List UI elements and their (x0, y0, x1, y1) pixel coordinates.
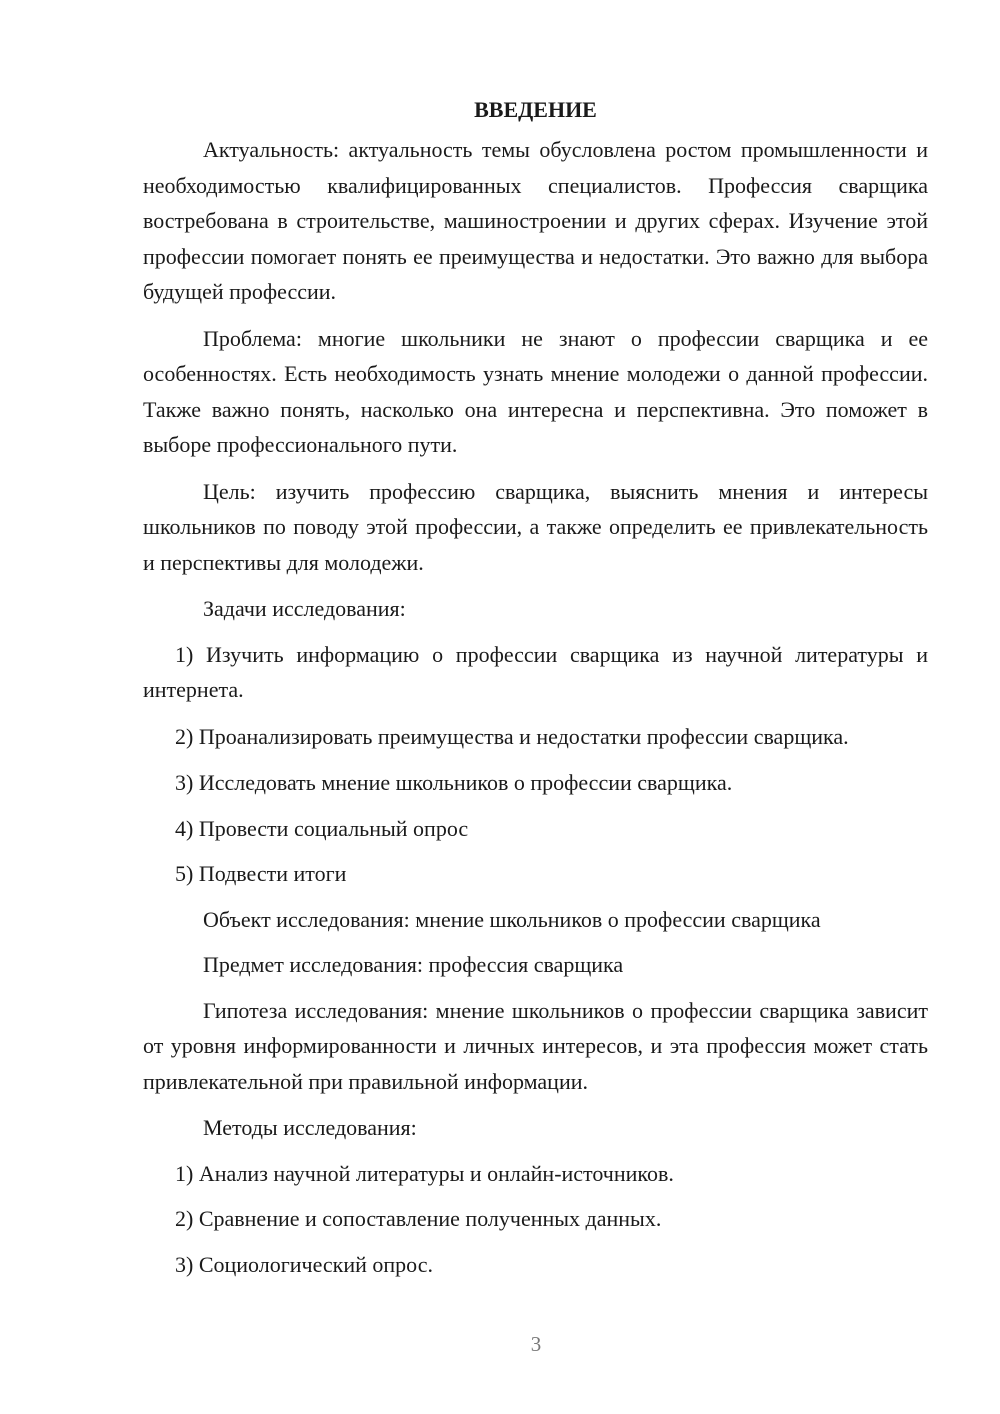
tasks-heading: Задачи исследования: (203, 596, 406, 621)
problem-paragraph: Проблема: многие школьники не знают о профессии сварщика и ее особенностях. Есть необходимость узнать мнение молодежи о данной профессии. Также важно понять, насколько она интересна и перспективна. Это поможет в выборе профессионального пути. (143, 325, 928, 457)
document-page (143, 88, 928, 1292)
task-item-1: 1) Изучить информацию о профессии сварщика из научной литературы и интернета. (143, 641, 928, 702)
methods-heading: Методы исследования: (203, 1115, 417, 1140)
page-title: ВВЕДЕНИЕ (474, 97, 597, 122)
goal-paragraph: Цель: изучить профессию сварщика, выяснить мнения и интересы школьников по поводу этой профессии, а также определить ее привлекательность и перспективы для молодежи. (143, 478, 928, 575)
task-item-3: 3) Исследовать мнение школьников о профессии сварщика. (175, 770, 733, 795)
method-item-3: 3) Социологический опрос. (175, 1251, 433, 1277)
hypothesis-paragraph: Гипотеза исследования: мнение школьников о профессии сварщика зависит от уровня информированности и личных интересов, и эта профессия может стать привлекательной при правильной информации. (143, 997, 928, 1094)
method-item-1: 1) Анализ научной литературы и онлайн-источников. (175, 1160, 674, 1186)
task-item-5: 5) Подвести итоги (175, 861, 347, 886)
object-paragraph: Объект исследования: мнение школьников о профессии сварщика (203, 906, 821, 932)
relevance-paragraph: Актуальность: актуальность темы обусловлена ростом промышленности и необходимостью квалифицированных специалистов. Профессия сварщика востребована в строительстве, машиностроении и других сферах. Изучение этой профессии помогает понять ее преимущества и недостатки. Это важно для выбора будущей профессии. (143, 137, 928, 304)
subject-paragraph: Предмет исследования: профессия сварщика (203, 952, 624, 977)
task-item-2: 2) Проанализировать преимущества и недостатки профессии сварщика. (175, 723, 849, 749)
method-item-2: 2) Сравнение и сопоставление полученных данных. (175, 1206, 662, 1231)
task-item-4: 4) Провести социальный опрос (175, 815, 469, 841)
page-number: 3 (530, 1332, 542, 1356)
